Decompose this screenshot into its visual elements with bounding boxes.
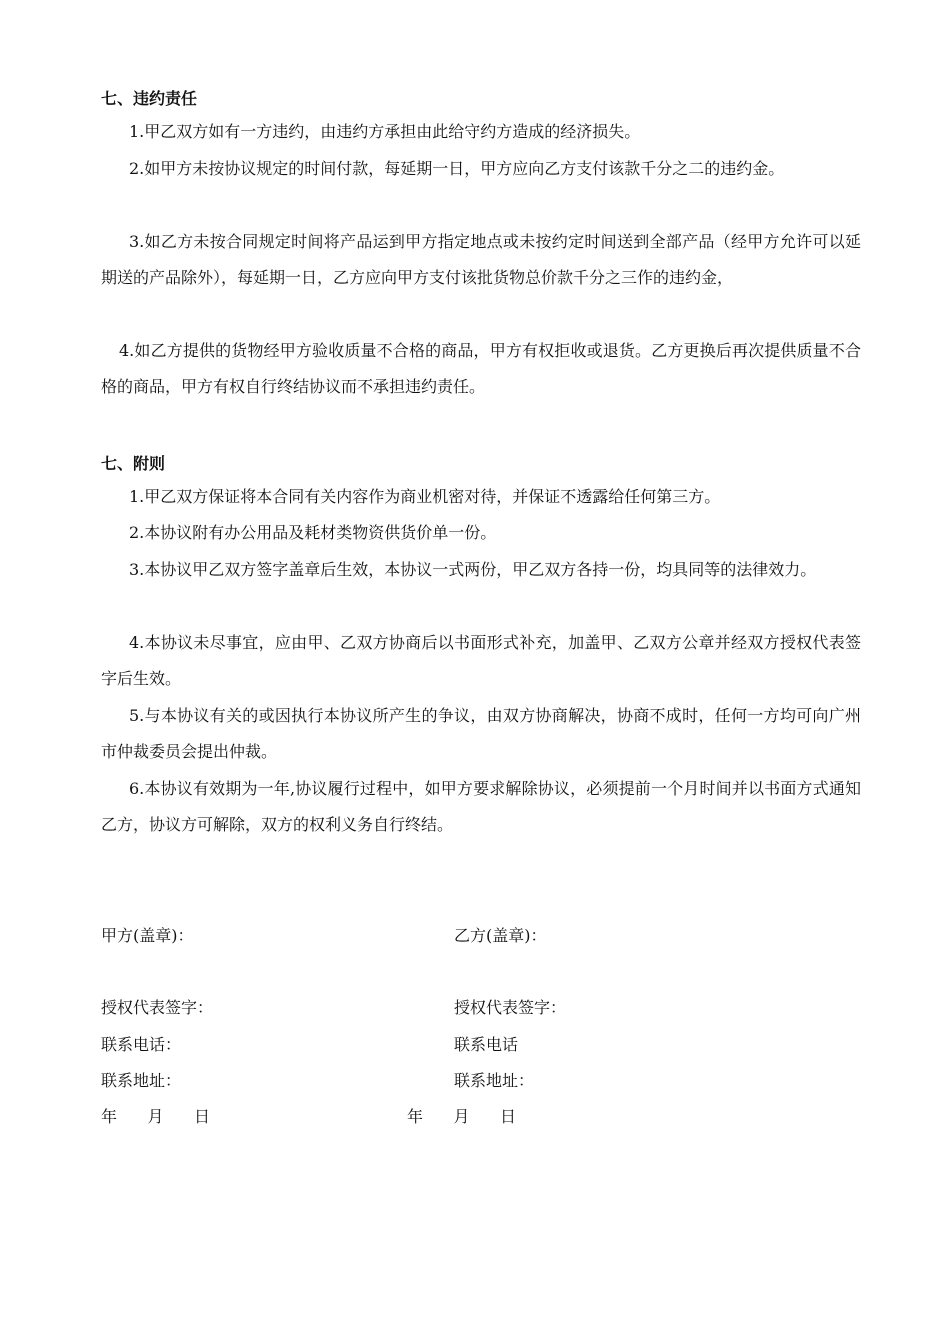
supplementary-clause-6: 6.本协议有效期为一年,协议履行过程中，如甲方要求解除协议，必须提前一个月时间并以书面方式通知乙方，协议方可解除，双方的权利义务自行终结。 bbox=[101, 779, 861, 834]
breach-clause-4: 4.如乙方提供的货物经甲方验收质量不合格的商品，甲方有权拒收或退货。乙方更换后再次提供质量不合格的商品，甲方有权自行终结协议而不承担违约责任。 bbox=[101, 341, 861, 396]
supplementary-clause-3: 3.本协议甲乙双方签字盖章后生效，本协议一式两份，甲乙双方各持一份，均具同等的法律效力。 bbox=[129, 560, 817, 579]
section-heading-breach: 七、违约责任 bbox=[101, 89, 198, 108]
party-a-phone-label: 联系电话： bbox=[101, 1035, 182, 1054]
party-a-address-label: 联系地址： bbox=[101, 1071, 182, 1090]
breach-clause-1: 1.甲乙双方如有一方违约，由违约方承担由此给守约方造成的经济损失。 bbox=[129, 122, 641, 141]
party-a-rep-label: 授权代表签字： bbox=[101, 998, 214, 1017]
party-a-date-label: 年 月 日 bbox=[101, 1107, 211, 1126]
party-a-seal-label: 甲方(盖章)： bbox=[101, 926, 194, 945]
breach-clause-2: 2.如甲方未按协议规定的时间付款，每延期一日，甲方应向乙方支付该款千分之二的违约金。 bbox=[129, 159, 785, 178]
breach-clause-3: 3.如乙方未按合同规定时间将产品运到甲方指定地点或未按约定时间送到全部产品（经甲方允许可以延期送的产品除外），每延期一日，乙方应向甲方支付该批货物总价款千分之三作的违约金， bbox=[101, 232, 861, 287]
party-b-seal-label: 乙方(盖章)： bbox=[454, 926, 547, 945]
supplementary-clause-4: 4.本协议未尽事宜，应由甲、乙双方协商后以书面形式补充，加盖甲、乙双方公章并经双方授权代表签字后生效。 bbox=[101, 633, 861, 688]
supplementary-clause-5: 5.与本协议有关的或因执行本协议所产生的争议，由双方协商解决，协商不成时，任何一方均可向广州市仲裁委员会提出仲裁。 bbox=[101, 706, 861, 761]
supplementary-clause-1: 1.甲乙双方保证将本合同有关内容作为商业机密对待，并保证不透露给任何第三方。 bbox=[129, 487, 721, 506]
party-b-address-label: 联系地址： bbox=[454, 1071, 535, 1090]
section-heading-supplementary: 七、附则 bbox=[101, 454, 166, 473]
party-b-date-label: 年 月 日 bbox=[407, 1107, 517, 1126]
party-b-rep-label: 授权代表签字： bbox=[454, 998, 567, 1017]
party-b-phone-label: 联系电话 bbox=[454, 1035, 519, 1054]
supplementary-clause-2: 2.本协议附有办公用品及耗材类物资供货价单一份。 bbox=[129, 523, 497, 542]
